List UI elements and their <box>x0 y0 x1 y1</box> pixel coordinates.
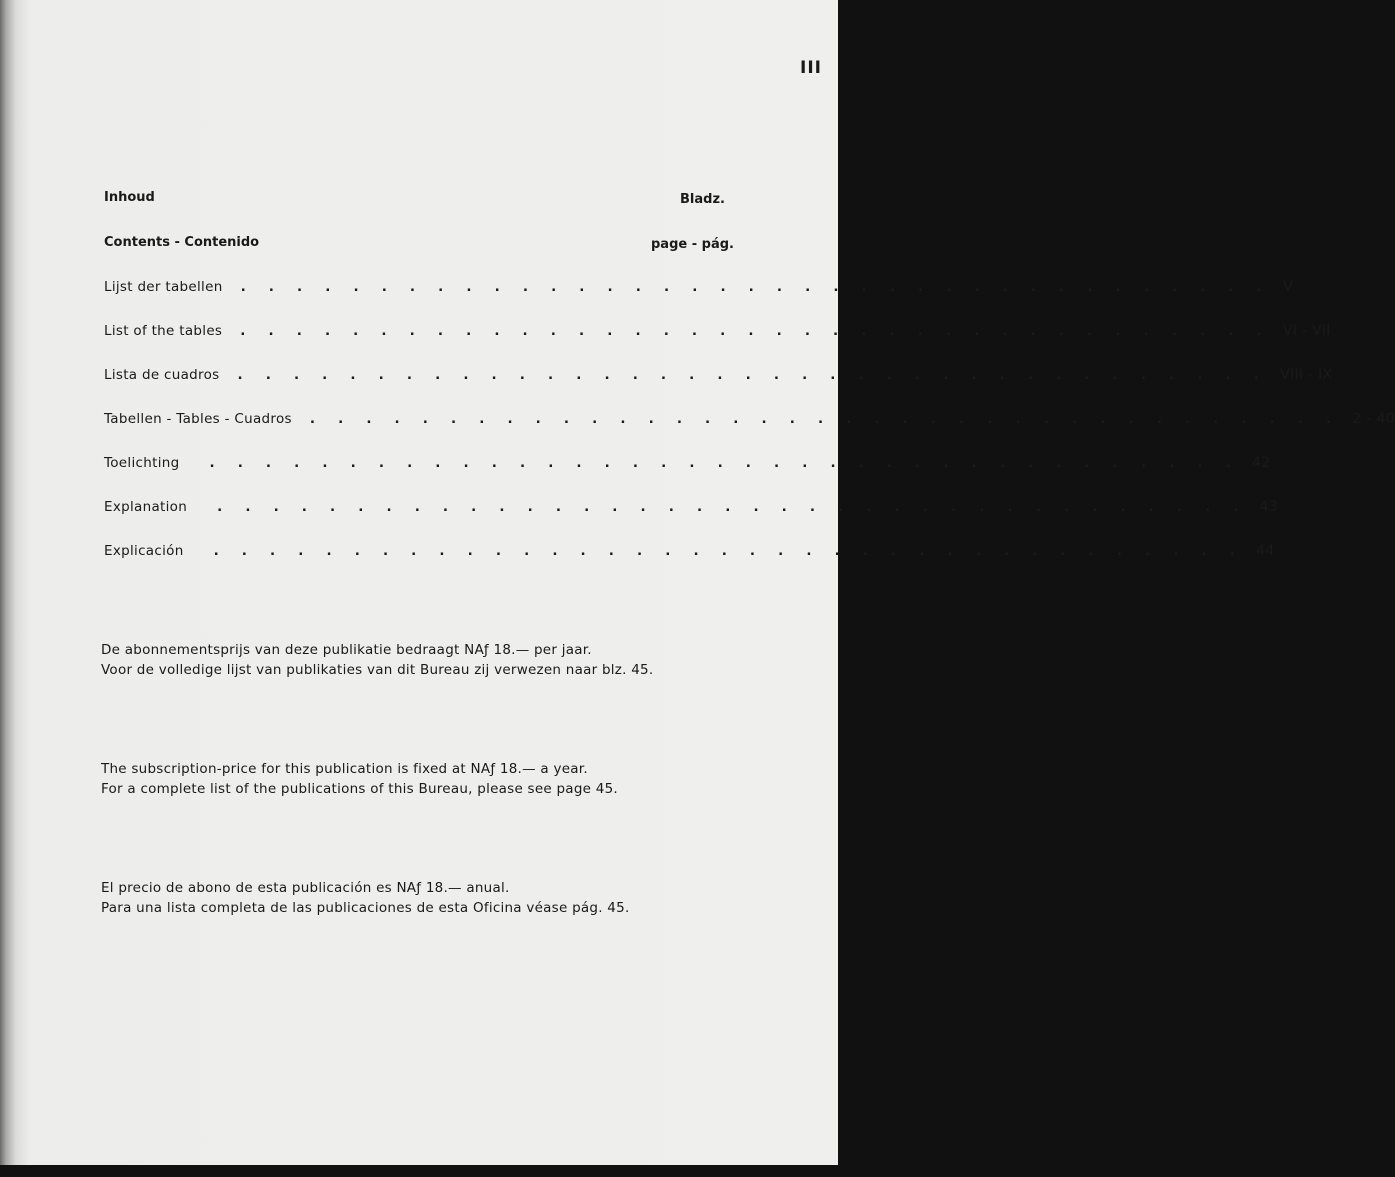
toc-page: 44 <box>1256 543 1275 559</box>
toc-entry <box>104 323 1331 343</box>
toc-label: List of the tables <box>104 323 223 339</box>
note-line: De abonnementsprijs van deze publikatie bedraagt NAƒ 18.— per jaar. <box>101 642 592 658</box>
toc-page: 2 - 40 <box>1352 411 1395 427</box>
toc-entry <box>104 499 1279 519</box>
toc-page: 42 <box>1252 455 1271 471</box>
toc-entry <box>104 455 1271 475</box>
heading-bladz: Bladz. <box>680 192 725 207</box>
note-line: Para una lista completa de las publicaciones de esta Oficina véase pág. 45. <box>101 900 630 916</box>
subscription-note-english <box>101 759 618 799</box>
toc-leader: . . . . . . . . . . . . . . . . . . . . . . . . . . . . . . . . . . . . . <box>240 279 1272 295</box>
subscription-note-spanish <box>101 878 630 918</box>
toc-label: Toelichting <box>104 455 180 471</box>
toc-label: Lista de cuadros <box>104 367 220 383</box>
toc-label: Explanation <box>104 499 188 515</box>
toc-label: Explicación <box>104 543 184 559</box>
toc-page: VI - VII <box>1282 323 1331 339</box>
toc-entry <box>104 367 1333 387</box>
toc-leader: . . . . . . . . . . . . . . . . . . . . . . . . . . . . . . . . . . . . . <box>217 499 1248 515</box>
heading-inhoud: Inhoud <box>104 190 155 205</box>
note-line: For a complete list of the publications of this Bureau, please see page 45. <box>101 781 618 797</box>
note-line: The subscription-price for this publication is fixed at NAƒ 18.— a year. <box>101 761 588 777</box>
toc-leader: . . . . . . . . . . . . . . . . . . . . . . . . . . . . . . . . . . . . . <box>240 323 1271 339</box>
toc-leader: . . . . . . . . . . . . . . . . . . . . . . . . . . . . . . . . . . . . . <box>209 455 1241 471</box>
toc-entry <box>104 411 1395 431</box>
heading-contents: Contents - Contenido <box>104 235 260 250</box>
toc-page: VIII - IX <box>1280 367 1333 383</box>
note-line: Voor de volledige lijst van publikaties van dit Bureau zij verwezen naar blz. 45. <box>101 662 654 678</box>
toc-entry <box>104 279 1294 299</box>
toc-page: 43 <box>1259 499 1279 515</box>
heading-page: page - pág. <box>651 237 734 252</box>
toc-label: Tabellen - Tables - Cuadros <box>104 411 292 427</box>
note-line: El precio de abono de esta publicación es NAƒ 18.— anual. <box>101 880 510 896</box>
toc-page: V <box>1283 279 1294 295</box>
page-number: III <box>800 58 822 78</box>
subscription-note-dutch <box>101 640 653 680</box>
toc-leader: . . . . . . . . . . . . . . . . . . . . . . . . . . . . . . . . . . . . . <box>213 543 1245 559</box>
toc-entry <box>104 543 1275 563</box>
toc-leader: . . . . . . . . . . . . . . . . . . . . . . . . . . . . . . . . . . . . . <box>237 367 1269 383</box>
toc-label: Lijst der tabellen <box>104 279 223 295</box>
toc-leader: . . . . . . . . . . . . . . . . . . . . . . . . . . . . . . . . . . . . . <box>309 411 1341 427</box>
